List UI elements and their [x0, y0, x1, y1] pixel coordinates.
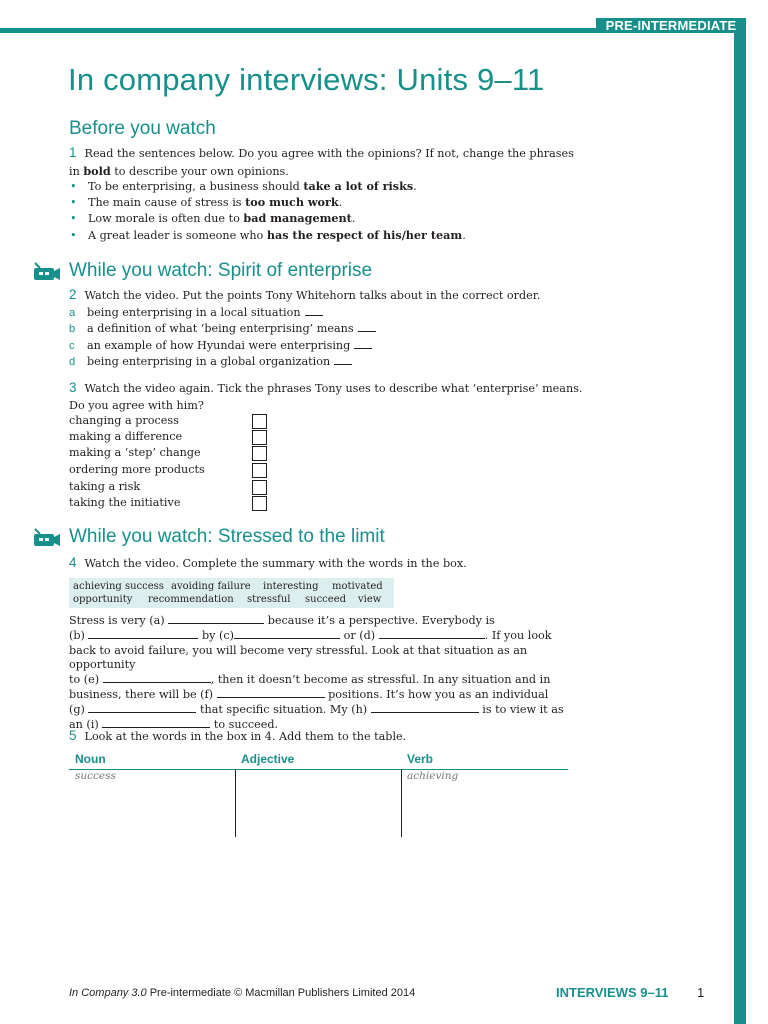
- box-word: view: [358, 594, 382, 605]
- question-3: 3 Watch the video again. Tick the phrases Tony uses to describe what ‘enterprise’ means. Do you agree with him?: [69, 380, 583, 412]
- answer-blank[interactable]: [354, 341, 372, 349]
- box-word: succeed: [305, 594, 347, 605]
- table-header-adjective: Adjective: [241, 752, 295, 766]
- box-word: avoiding failure: [171, 581, 251, 592]
- video-camera-icon: [32, 526, 62, 548]
- gap-h[interactable]: [371, 703, 479, 713]
- bold-word: bold: [83, 163, 111, 178]
- tick-phrase: taking the initiative: [69, 496, 181, 509]
- question-text: in: [69, 164, 84, 178]
- ordering-item: b a definition of what ‘being enterprising’ means: [69, 321, 376, 337]
- section-heading-before: Before you watch: [69, 118, 216, 139]
- tick-phrase: ordering more products: [69, 463, 205, 476]
- video-camera-icon: [32, 260, 62, 282]
- box-word: recommendation: [148, 594, 234, 605]
- question-number: 1: [69, 145, 77, 160]
- box-word: achieving success: [73, 581, 164, 592]
- question-text: Read the sentences below. Do you agree with the opinions? If not, change the phrases: [84, 147, 574, 160]
- answer-blank[interactable]: [358, 324, 376, 332]
- bullet-item: • Low morale is often due to bad management.: [70, 211, 356, 225]
- ordering-item: a being enterprising in a local situation: [69, 305, 323, 321]
- question-2: 2 Watch the video. Put the points Tony Whitehorn talks about in the correct order.: [69, 287, 541, 302]
- gap-i[interactable]: [102, 718, 210, 728]
- footer-copyright: In Company 3.0 Pre-intermediate © Macmillan Publishers Limited 2014: [69, 987, 416, 999]
- page-number: 1: [697, 985, 705, 1000]
- question-4: 4 Watch the video. Complete the summary with the words in the box.: [69, 555, 467, 570]
- gap-d[interactable]: [379, 629, 485, 639]
- tick-phrase: making a ‘step’ change: [69, 446, 201, 459]
- gap-e[interactable]: [103, 673, 211, 683]
- question-1: [69, 145, 589, 180]
- table-header-verb: Verb: [407, 752, 434, 766]
- bullet-item: • To be enterprising, a business should take a lot of risks.: [70, 179, 417, 193]
- question-5: 5 Look at the words in the box in 4. Add them to the table.: [69, 728, 407, 743]
- box-word: opportunity: [73, 594, 133, 605]
- box-word: motivated: [332, 581, 383, 592]
- verb-example: achieving: [407, 770, 459, 782]
- noun-example: success: [75, 770, 116, 782]
- tick-checkbox[interactable]: [252, 414, 267, 429]
- table-divider: [235, 769, 236, 837]
- tick-phrase: making a difference: [69, 430, 183, 443]
- footer-section: INTERVIEWS 9–11: [556, 985, 669, 1000]
- answer-blank[interactable]: [334, 357, 352, 365]
- box-word: stressful: [247, 594, 291, 605]
- table-header-rule: [69, 769, 568, 770]
- gap-c[interactable]: [234, 629, 340, 639]
- word-box: [69, 578, 394, 608]
- bullet-item: • The main cause of stress is too much work.: [70, 195, 343, 209]
- tick-checkbox[interactable]: [252, 430, 267, 445]
- gap-b[interactable]: [88, 629, 198, 639]
- summary-paragraph: Stress is very (a) because it’s a perspective. Everybody is (b) by (c) or (d) . If you look back to avoid failure, you will become very stressful. Look at that situation as an opportunity to (e) , then it doesn’t become as stressful. In any situation and in business, there will be (f) positions. It’s how you as an individual (g) that specific situation. My (h) is to view it as an (i) to succeed.: [69, 614, 564, 731]
- tick-checkbox[interactable]: [252, 463, 267, 478]
- ordering-item: d being enterprising in a global organization: [69, 354, 352, 370]
- right-margin-bar: [734, 18, 746, 1024]
- gap-a[interactable]: [168, 614, 264, 624]
- ordering-item: c an example of how Hyundai were enterprising: [69, 338, 372, 354]
- tick-checkbox[interactable]: [252, 480, 267, 495]
- section-heading-stress: While you watch: Stressed to the limit: [69, 526, 385, 547]
- tick-checkbox[interactable]: [252, 446, 267, 461]
- page-title: In company interviews: Units 9–11: [68, 62, 545, 97]
- tick-checkbox[interactable]: [252, 496, 267, 511]
- box-word: interesting: [263, 581, 319, 592]
- gap-f[interactable]: [217, 688, 325, 698]
- tick-phrase: changing a process: [69, 414, 179, 427]
- level-label: PRE-INTERMEDIATE: [596, 18, 746, 33]
- section-heading-spirit: While you watch: Spirit of enterprise: [69, 260, 373, 281]
- table-header-noun: Noun: [75, 752, 106, 766]
- gap-g[interactable]: [88, 703, 196, 713]
- bullet-item: • A great leader is someone who has the respect of his/her team.: [70, 228, 466, 242]
- tick-phrase: taking a risk: [69, 480, 141, 493]
- table-divider: [401, 769, 402, 837]
- question-text: to describe your own opinions.: [110, 164, 289, 178]
- answer-blank[interactable]: [305, 308, 323, 316]
